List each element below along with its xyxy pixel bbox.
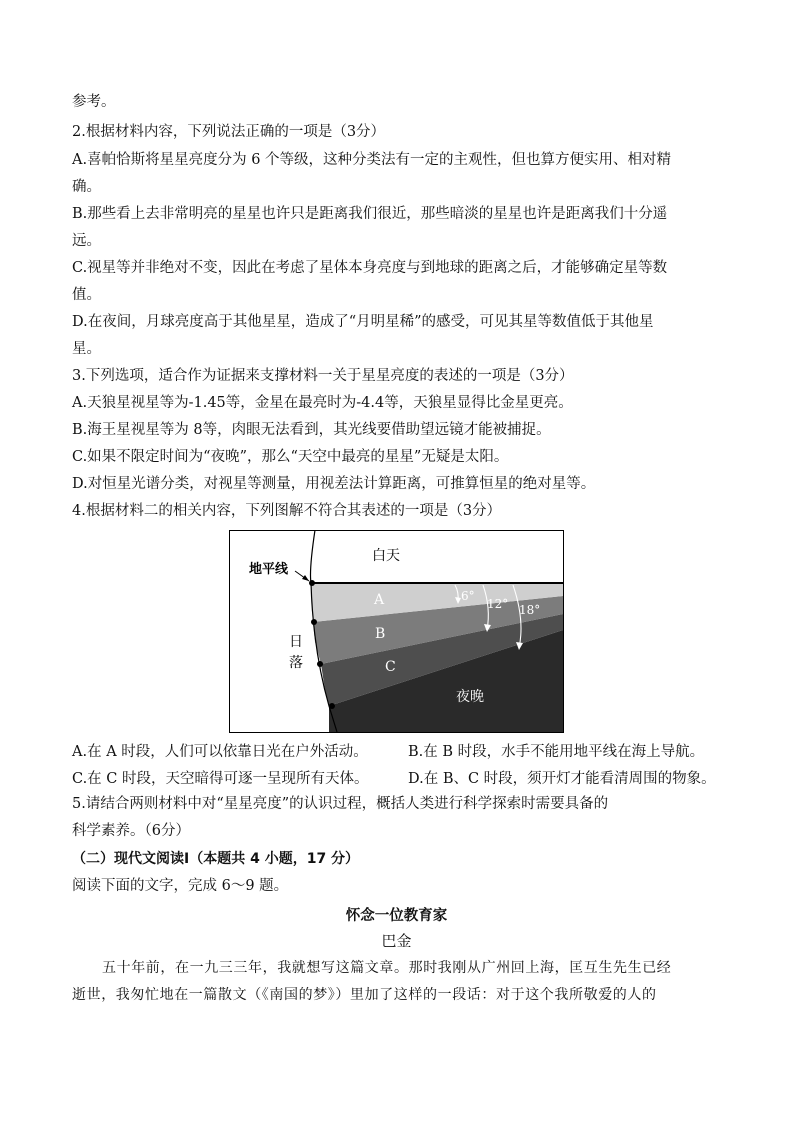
zone-c-label: C (385, 659, 396, 675)
text-line: 参考。 (72, 94, 116, 110)
q2-option-b: B.那些看上去非常明亮的星星也许只是距离我们很近，那些暗淡的星星也许是距离我们十分遥 (72, 206, 668, 222)
b-dot (311, 619, 317, 625)
angle-12-label: 12° (487, 597, 509, 611)
question-5-cont: 科学素养。（6分） (72, 823, 190, 839)
zone-b-label: B (375, 626, 386, 642)
horizon-label: 地平线 (249, 562, 289, 577)
sunset-label-1: 日 (289, 634, 303, 650)
q2-option-a: A.喜帕恰斯将星星亮度分为 6 个等级，这种分类法有一定的主观性，但也算方便实用、相对精 (72, 152, 672, 168)
q2-option-c: C.视星等并非绝对不变，因此在考虑了星体本身亮度与到地球的距离之后，才能够确定星等数 (72, 260, 668, 276)
day-label: 白天 (372, 548, 400, 564)
q4-option-a: A.在 A 时段，人们可以依靠日光在户外活动。 (72, 744, 368, 760)
q2-option-d: D.在夜间，月球亮度高于其他星星，造成了“月明星稀”的感受，可见其星等数值低于其他星 (72, 314, 654, 330)
q2-option-b-cont: 远。 (72, 233, 101, 249)
zone-a-label: A (374, 592, 385, 608)
sunset-label-2: 落 (289, 655, 303, 671)
article-paragraph-line2: 逝世，我匆忙地在一篇散文（《南国的梦》）里加了这样的一段话：对于这个我所敬爱的人的 (72, 987, 657, 1003)
q4-option-b: B.在 B 时段，水手不能用地平线在海上导航。 (408, 744, 705, 760)
q4-options-row1 (72, 740, 762, 761)
angle-6-label: 6° (461, 589, 475, 603)
q3-option-d: D.对恒星光谱分类，对视星等测量，用视差法计算距离，可推算恒星的绝对星等。 (72, 476, 596, 492)
c-dot (317, 661, 323, 667)
q3-option-c: C.如果不限定时间为“夜晚”，那么“天空中最亮的星星”无疑是太阳。 (72, 449, 509, 465)
q2-option-d-cont: 星。 (72, 341, 101, 357)
night-label: 夜晚 (456, 689, 484, 705)
q3-option-a: A.天狼星视星等为-1.45等，金星在最亮时为-4.4等，天狼星显得比金星更亮。 (72, 395, 573, 411)
q2-option-a-cont: 确。 (72, 179, 101, 195)
angle-18-label: 18° (519, 603, 541, 617)
night-dot (329, 703, 335, 709)
article-author: 巴金 (381, 932, 412, 950)
twilight-diagram (229, 530, 565, 734)
question-4: 4.根据材料二的相关内容，下列图解不符合其表述的一项是（3分） (72, 503, 502, 519)
article-paragraph-line1: 五十年前，在一九三三年，我就想写这篇文章。那时我刚从广州回上海，匡互生先生已经 (102, 960, 672, 976)
q2-option-c-cont: 值。 (72, 287, 101, 303)
question-3: 3.下列选项，适合作为证据来支撑材料一关于星星亮度的表述的一项是（3分） (72, 368, 574, 384)
q4-option-d: D.在 B、C 时段，须开灯才能看清周围的物象。 (408, 771, 716, 787)
reading-instruction: 阅读下面的文字，完成 6～9 题。 (72, 878, 289, 894)
article-title: 怀念一位教育家 (345, 908, 448, 924)
horizon-dot (309, 580, 315, 586)
q4-option-c: C.在 C 时段，天空暗得可逐一呈现所有天体。 (72, 771, 369, 787)
question-2: 2.根据材料内容，下列说法正确的一项是（3分） (72, 124, 386, 140)
section-heading: （二）现代文阅读Ⅰ（本题共 4 小题，17 分） (72, 851, 360, 867)
question-5: 5.请结合两则材料中对“星星亮度”的认识过程，概括人类进行科学探索时需要具备的 (72, 796, 609, 812)
q3-option-b: B.海王星视星等为 8等，肉眼无法看到，其光线要借助望远镜才能被捕捉。 (72, 422, 551, 438)
q4-options-row2 (72, 767, 762, 788)
